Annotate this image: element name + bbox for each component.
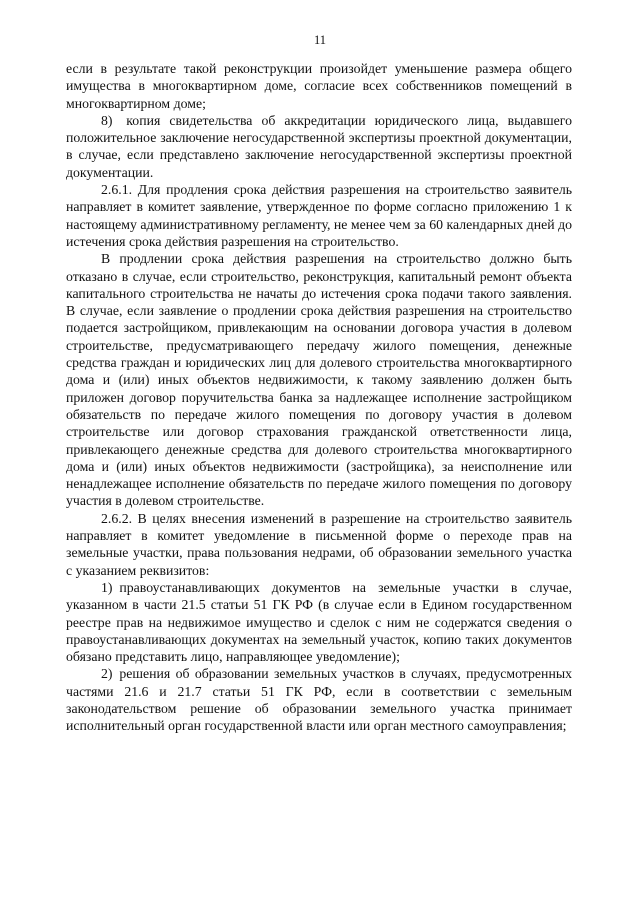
paragraph-2-6-1: 2.6.1. Для продления срока действия разрешения на строительство заявитель направляет в комитет заявление, утвержденное по форме согласно приложению 1 к настоящему административному регламенту, не менее чем за 60 календарных дней до истечения срока действия разрешения на строительство.: [66, 182, 572, 249]
paragraph-extension-refusal: В продлении срока действия разрешения на строительство должно быть отказано в случае, если строительство, реконструкция, капитальный ремонт объекта капитального строительства не начаты до истечения срока подачи такого заявления. В случае, если заявление о продлении срока действия разрешения на строительство подается застройщиком, привлекающим на основании договора участия в долевом строительстве, предусматривающего передачу жилого помещения, денежные средства граждан и юридических лиц для долевого строительства многоквартирного дома и (или) иных объектов недвижимости, к такому заявлению должен быть приложен договор поручительства банка за надлежащее исполнение застройщиком обязательств по передаче жилого помещения по договору участия в долевом строительстве или договор страхования гражданской ответственности лица, привлекающего денежные средства для долевого строительства многоквартирного дома и (или) иных объектов недвижимости (застройщика), за неисполнение или ненадлежащее исполнение обязательств по передаче жилого помещения по договору участия в долевом строительстве.: [66, 251, 572, 509]
page-number: 11: [313, 33, 327, 47]
paragraph-continuation: если в результате такой реконструкции произойдет уменьшение размера общего имущества в многоквартирном доме, согласие всех собственников помещений в многоквартирном доме;: [66, 61, 572, 111]
paragraph-item-1: 1) правоустанавливающих документов на земельные участки в случае, указанном в части 21.5 статьи 51 ГК РФ (в случае если в Едином государственном реестре прав на недвижимое имущество и сделок с ним не содержатся сведения о правоустанавливающих документах на земельный участок, копию таких документов обязано представить лицо, направляющее уведомление);: [66, 579, 572, 665]
paragraph-item-2: 2) решения об образовании земельных участков в случаях, предусмотренных частями 21.6 и 21.7 статьи 51 ГК РФ, если в соответствии с земельным законодательством решение об образовании земельного участка принимает исполнительный орган государственной власти или орган местного самоуправления;: [66, 666, 572, 734]
document-body: [66, 60, 572, 735]
paragraph-item-8: 8) копия свидетельства об аккредитации юридического лица, выдавшего положительное заключение негосударственной экспертизы проектной документации, в случае, если представлено заключение негосударственной экспертизы проектной документации.: [66, 112, 572, 180]
paragraph-2-6-2: 2.6.2. В целях внесения изменений в разрешение на строительство заявитель направляет в комитет уведомление в письменной форме о переходе прав на земельные участки, права пользования недрами, об образовании земельного участка с указанием реквизитов:: [66, 510, 572, 578]
